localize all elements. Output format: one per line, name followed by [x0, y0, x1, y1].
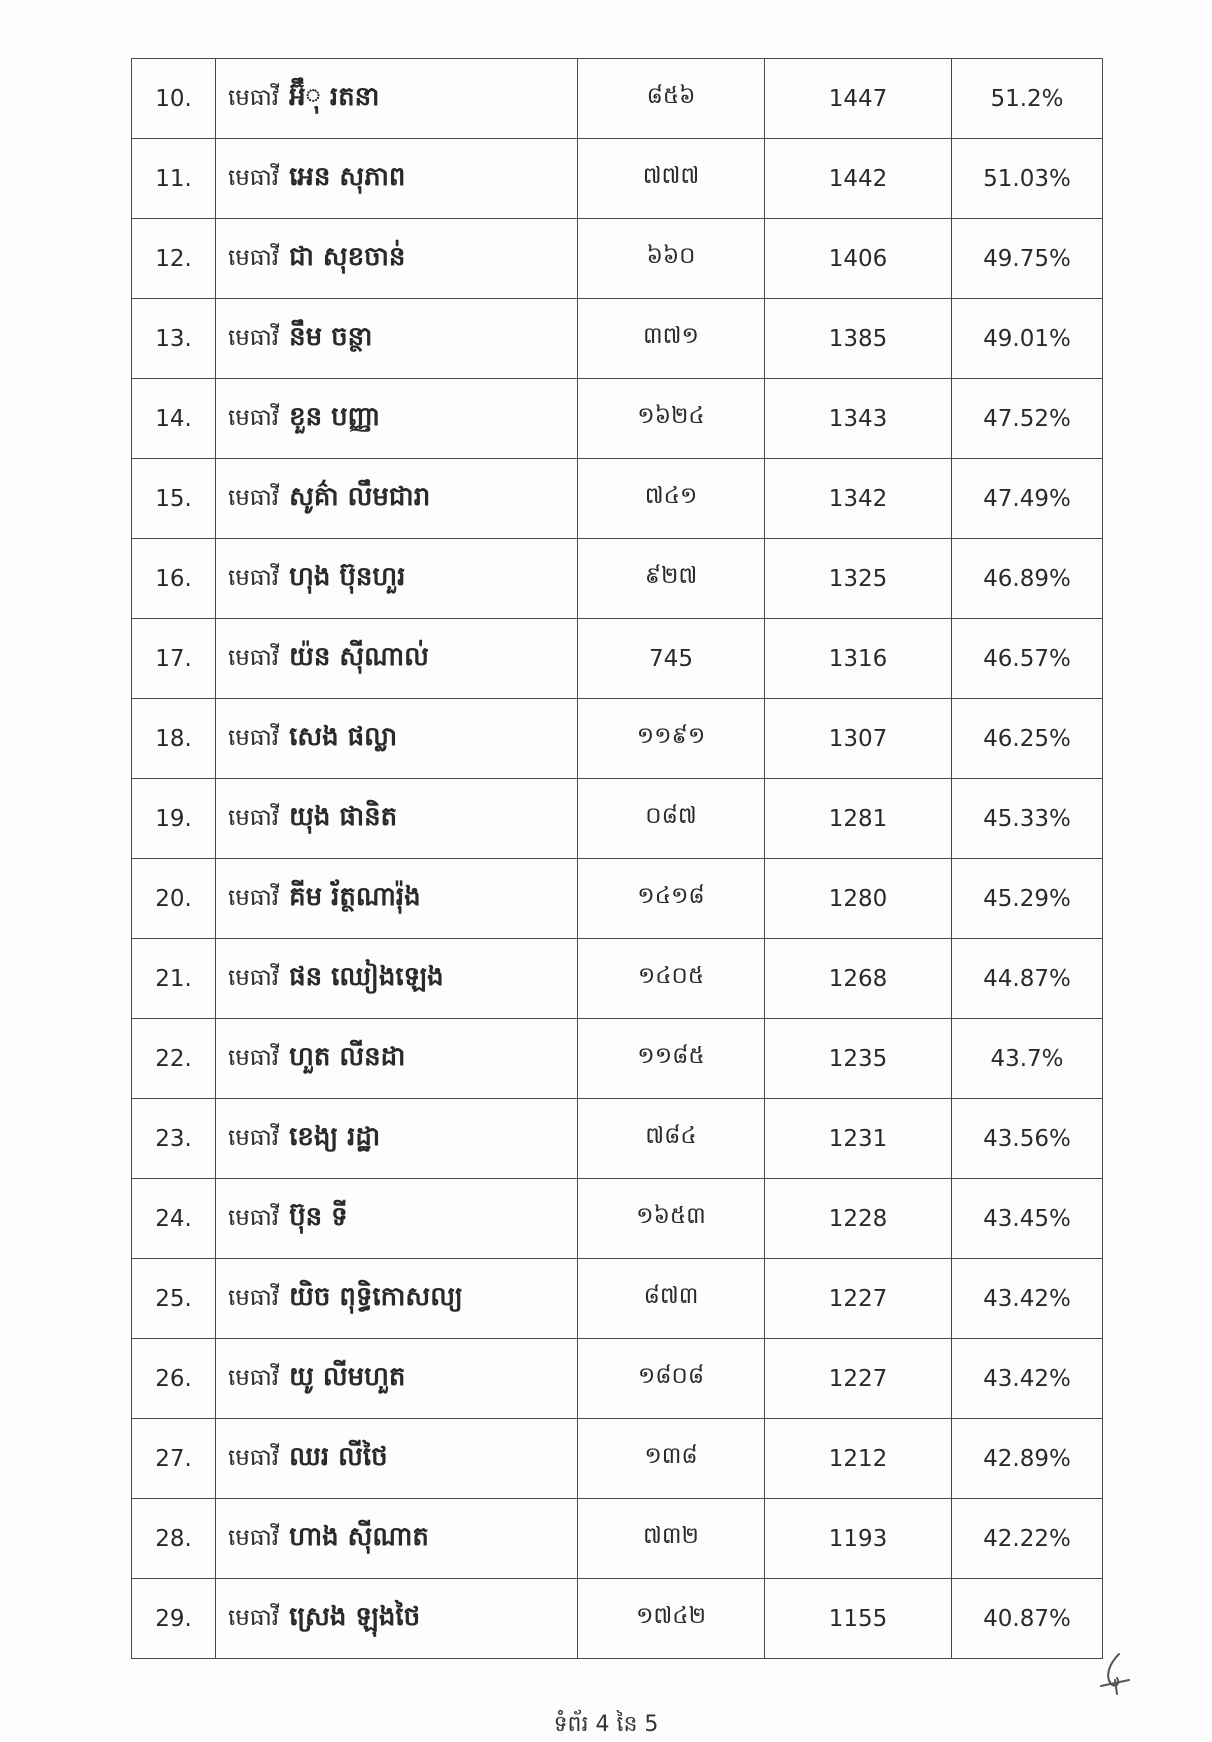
percent-value: 47.52% — [952, 379, 1103, 459]
percent-value: 47.49% — [952, 459, 1103, 539]
page-number: ទំព័រ 4 នៃ 5 — [553, 1712, 659, 1737]
table-row — [132, 1179, 1103, 1259]
row-number: 16. — [132, 539, 216, 619]
code-number: ៧៨៤ — [578, 1099, 765, 1179]
results-table-body — [132, 59, 1103, 1659]
row-number: 21. — [132, 939, 216, 1019]
lawyer-name: ឈរ លីថៃ — [289, 1441, 388, 1472]
lawyer-name-cell — [216, 1579, 578, 1659]
lawyer-name-cell — [216, 1419, 578, 1499]
code-number: ១៦៥៣ — [578, 1179, 765, 1259]
lawyer-name-cell — [216, 139, 578, 219]
row-number: 18. — [132, 699, 216, 779]
score-value: 1316 — [765, 619, 952, 699]
lawyer-title: មេធាវី — [228, 804, 280, 831]
row-number: 20. — [132, 859, 216, 939]
lawyer-name: អេន សុភាព — [289, 161, 406, 192]
code-number: ១៤១៨ — [578, 859, 765, 939]
lawyer-name: យ៉ន ស៊ីណាល់ — [289, 641, 429, 672]
table-row — [132, 1099, 1103, 1179]
lawyer-name-cell — [216, 1099, 578, 1179]
row-number: 22. — [132, 1019, 216, 1099]
percent-value: 51.03% — [952, 139, 1103, 219]
lawyer-name-cell — [216, 859, 578, 939]
row-number: 17. — [132, 619, 216, 699]
lawyer-title: មេធាវី — [228, 964, 280, 991]
code-number: ១៣៨ — [578, 1419, 765, 1499]
code-number: ៧៤១ — [578, 459, 765, 539]
percent-value: 42.22% — [952, 1499, 1103, 1579]
results-table — [131, 58, 1103, 1659]
table-row — [132, 379, 1103, 459]
code-number: ៨៧៣ — [578, 1259, 765, 1339]
lawyer-title: មេធាវី — [228, 724, 280, 751]
row-number: 29. — [132, 1579, 216, 1659]
code-number: ១៦២៤ — [578, 379, 765, 459]
row-number: 26. — [132, 1339, 216, 1419]
percent-value: 40.87% — [952, 1579, 1103, 1659]
percent-value: 46.57% — [952, 619, 1103, 699]
code-number: ៩២៧ — [578, 539, 765, 619]
lawyer-name: ជា សុខចាន់ — [289, 241, 406, 272]
table-row — [132, 699, 1103, 779]
table-row — [132, 939, 1103, 1019]
lawyer-title: មេធាវី — [228, 1044, 280, 1071]
lawyer-name-cell — [216, 1179, 578, 1259]
lawyer-name: យុង ផានិត — [289, 801, 398, 832]
signature-mark — [1095, 1650, 1133, 1696]
code-number: ៧៧៧ — [578, 139, 765, 219]
lawyer-title: មេធាវី — [228, 1364, 280, 1391]
row-number: 24. — [132, 1179, 216, 1259]
row-number: 15. — [132, 459, 216, 539]
percent-value: 46.89% — [952, 539, 1103, 619]
percent-value: 43.45% — [952, 1179, 1103, 1259]
row-number: 28. — [132, 1499, 216, 1579]
lawyer-name-cell — [216, 699, 578, 779]
lawyer-name: គីម រ័ត្ថណារ៉ុង — [289, 881, 421, 912]
lawyer-name: ប៊ុន ទី — [289, 1201, 348, 1232]
lawyer-name-cell — [216, 1019, 578, 1099]
lawyer-title: មេធាវី — [228, 484, 280, 511]
lawyer-title: មេធាវី — [228, 1604, 280, 1631]
score-value: 1343 — [765, 379, 952, 459]
score-value: 1447 — [765, 59, 952, 139]
code-number: ០៨៧ — [578, 779, 765, 859]
table-row — [132, 539, 1103, 619]
percent-value: 43.56% — [952, 1099, 1103, 1179]
code-number: ៣៧១ — [578, 299, 765, 379]
lawyer-title: មេធាវី — [228, 244, 280, 271]
lawyer-title: មេធាវី — [228, 84, 280, 111]
lawyer-name: នឹម ចន្ថា — [289, 321, 373, 352]
percent-value: 51.2% — [952, 59, 1103, 139]
score-value: 1307 — [765, 699, 952, 779]
lawyer-name: ហួត លីនដា — [289, 1041, 406, 1072]
row-number: 27. — [132, 1419, 216, 1499]
lawyer-name: ហាង ស៊ីណាត — [289, 1521, 429, 1552]
lawyer-name: អ៊ឹុ រតនា — [289, 81, 380, 112]
table-row — [132, 1579, 1103, 1659]
row-number: 11. — [132, 139, 216, 219]
code-number: ១១៩១ — [578, 699, 765, 779]
lawyer-name-cell — [216, 779, 578, 859]
lawyer-title: មេធាវី — [228, 884, 280, 911]
code-number: ៦៦០ — [578, 219, 765, 299]
lawyer-name-cell — [216, 1339, 578, 1419]
score-value: 1342 — [765, 459, 952, 539]
lawyer-name: ខេង្យ រដ្ឋា — [289, 1121, 381, 1152]
table-row — [132, 1339, 1103, 1419]
score-value: 1193 — [765, 1499, 952, 1579]
table-row — [132, 1259, 1103, 1339]
code-number: ១១៨៥ — [578, 1019, 765, 1099]
percent-value: 44.87% — [952, 939, 1103, 1019]
lawyer-title: មេធាវី — [228, 164, 280, 191]
score-value: 1227 — [765, 1339, 952, 1419]
percent-value: 42.89% — [952, 1419, 1103, 1499]
lawyer-title: មេធាវី — [228, 404, 280, 431]
row-number: 12. — [132, 219, 216, 299]
score-value: 1235 — [765, 1019, 952, 1099]
code-number: ១៧៤២ — [578, 1579, 765, 1659]
score-value: 1280 — [765, 859, 952, 939]
code-number: 745 — [578, 619, 765, 699]
lawyer-name: ហុង ប៊ុនហួរ — [289, 561, 406, 592]
score-value: 1281 — [765, 779, 952, 859]
lawyer-name-cell — [216, 459, 578, 539]
table-row — [132, 59, 1103, 139]
score-value: 1325 — [765, 539, 952, 619]
score-value: 1268 — [765, 939, 952, 1019]
lawyer-name: ផន ឈៀងឡេង — [289, 961, 444, 992]
table-row — [132, 1499, 1103, 1579]
lawyer-name: សេង ផល្លា — [289, 721, 398, 752]
score-value: 1227 — [765, 1259, 952, 1339]
table-row — [132, 619, 1103, 699]
table-row — [132, 459, 1103, 539]
row-number: 19. — [132, 779, 216, 859]
row-number: 14. — [132, 379, 216, 459]
percent-value: 49.01% — [952, 299, 1103, 379]
lawyer-name-cell — [216, 59, 578, 139]
code-number: ១៨០៨ — [578, 1339, 765, 1419]
score-value: 1228 — [765, 1179, 952, 1259]
percent-value: 45.29% — [952, 859, 1103, 939]
percent-value: 45.33% — [952, 779, 1103, 859]
lawyer-title: មេធាវី — [228, 1284, 280, 1311]
lawyer-name-cell — [216, 939, 578, 1019]
percent-value: 43.7% — [952, 1019, 1103, 1099]
lawyer-name: សូគ៌ា លឹមជារា — [289, 481, 431, 512]
table-row — [132, 1019, 1103, 1099]
table-row — [132, 299, 1103, 379]
score-value: 1385 — [765, 299, 952, 379]
lawyer-title: មេធាវី — [228, 1204, 280, 1231]
lawyer-name-cell — [216, 1259, 578, 1339]
lawyer-name-cell — [216, 219, 578, 299]
lawyer-title: មេធាវី — [228, 564, 280, 591]
table-row — [132, 219, 1103, 299]
lawyer-name-cell — [216, 539, 578, 619]
row-number: 13. — [132, 299, 216, 379]
table-row — [132, 779, 1103, 859]
lawyer-name: ស្រេង ឡុងថៃ — [289, 1601, 421, 1632]
score-value: 1212 — [765, 1419, 952, 1499]
table-row — [132, 139, 1103, 219]
percent-value: 43.42% — [952, 1339, 1103, 1419]
table-row — [132, 1419, 1103, 1499]
lawyer-name: ខួន បញ្ញា — [289, 401, 381, 432]
code-number: ៨៥៦ — [578, 59, 765, 139]
lawyer-name-cell — [216, 379, 578, 459]
score-value: 1406 — [765, 219, 952, 299]
percent-value: 46.25% — [952, 699, 1103, 779]
lawyer-title: មេធាវី — [228, 1524, 280, 1551]
lawyer-title: មេធាវី — [228, 324, 280, 351]
score-value: 1231 — [765, 1099, 952, 1179]
code-number: ១៤០៥ — [578, 939, 765, 1019]
score-value: 1155 — [765, 1579, 952, 1659]
lawyer-name-cell — [216, 299, 578, 379]
lawyer-name: យិច ពុទ្ធិកោសល្យ — [289, 1281, 463, 1312]
lawyer-name-cell — [216, 1499, 578, 1579]
lawyer-name-cell — [216, 619, 578, 699]
lawyer-title: មេធាវី — [228, 644, 280, 671]
percent-value: 49.75% — [952, 219, 1103, 299]
row-number: 23. — [132, 1099, 216, 1179]
score-value: 1442 — [765, 139, 952, 219]
percent-value: 43.42% — [952, 1259, 1103, 1339]
row-number: 10. — [132, 59, 216, 139]
lawyer-title: មេធាវី — [228, 1124, 280, 1151]
lawyer-title: មេធាវី — [228, 1444, 280, 1471]
lawyer-name: យូ លីមហួត — [289, 1361, 406, 1392]
table-row — [132, 859, 1103, 939]
row-number: 25. — [132, 1259, 216, 1339]
code-number: ៧៣២ — [578, 1499, 765, 1579]
